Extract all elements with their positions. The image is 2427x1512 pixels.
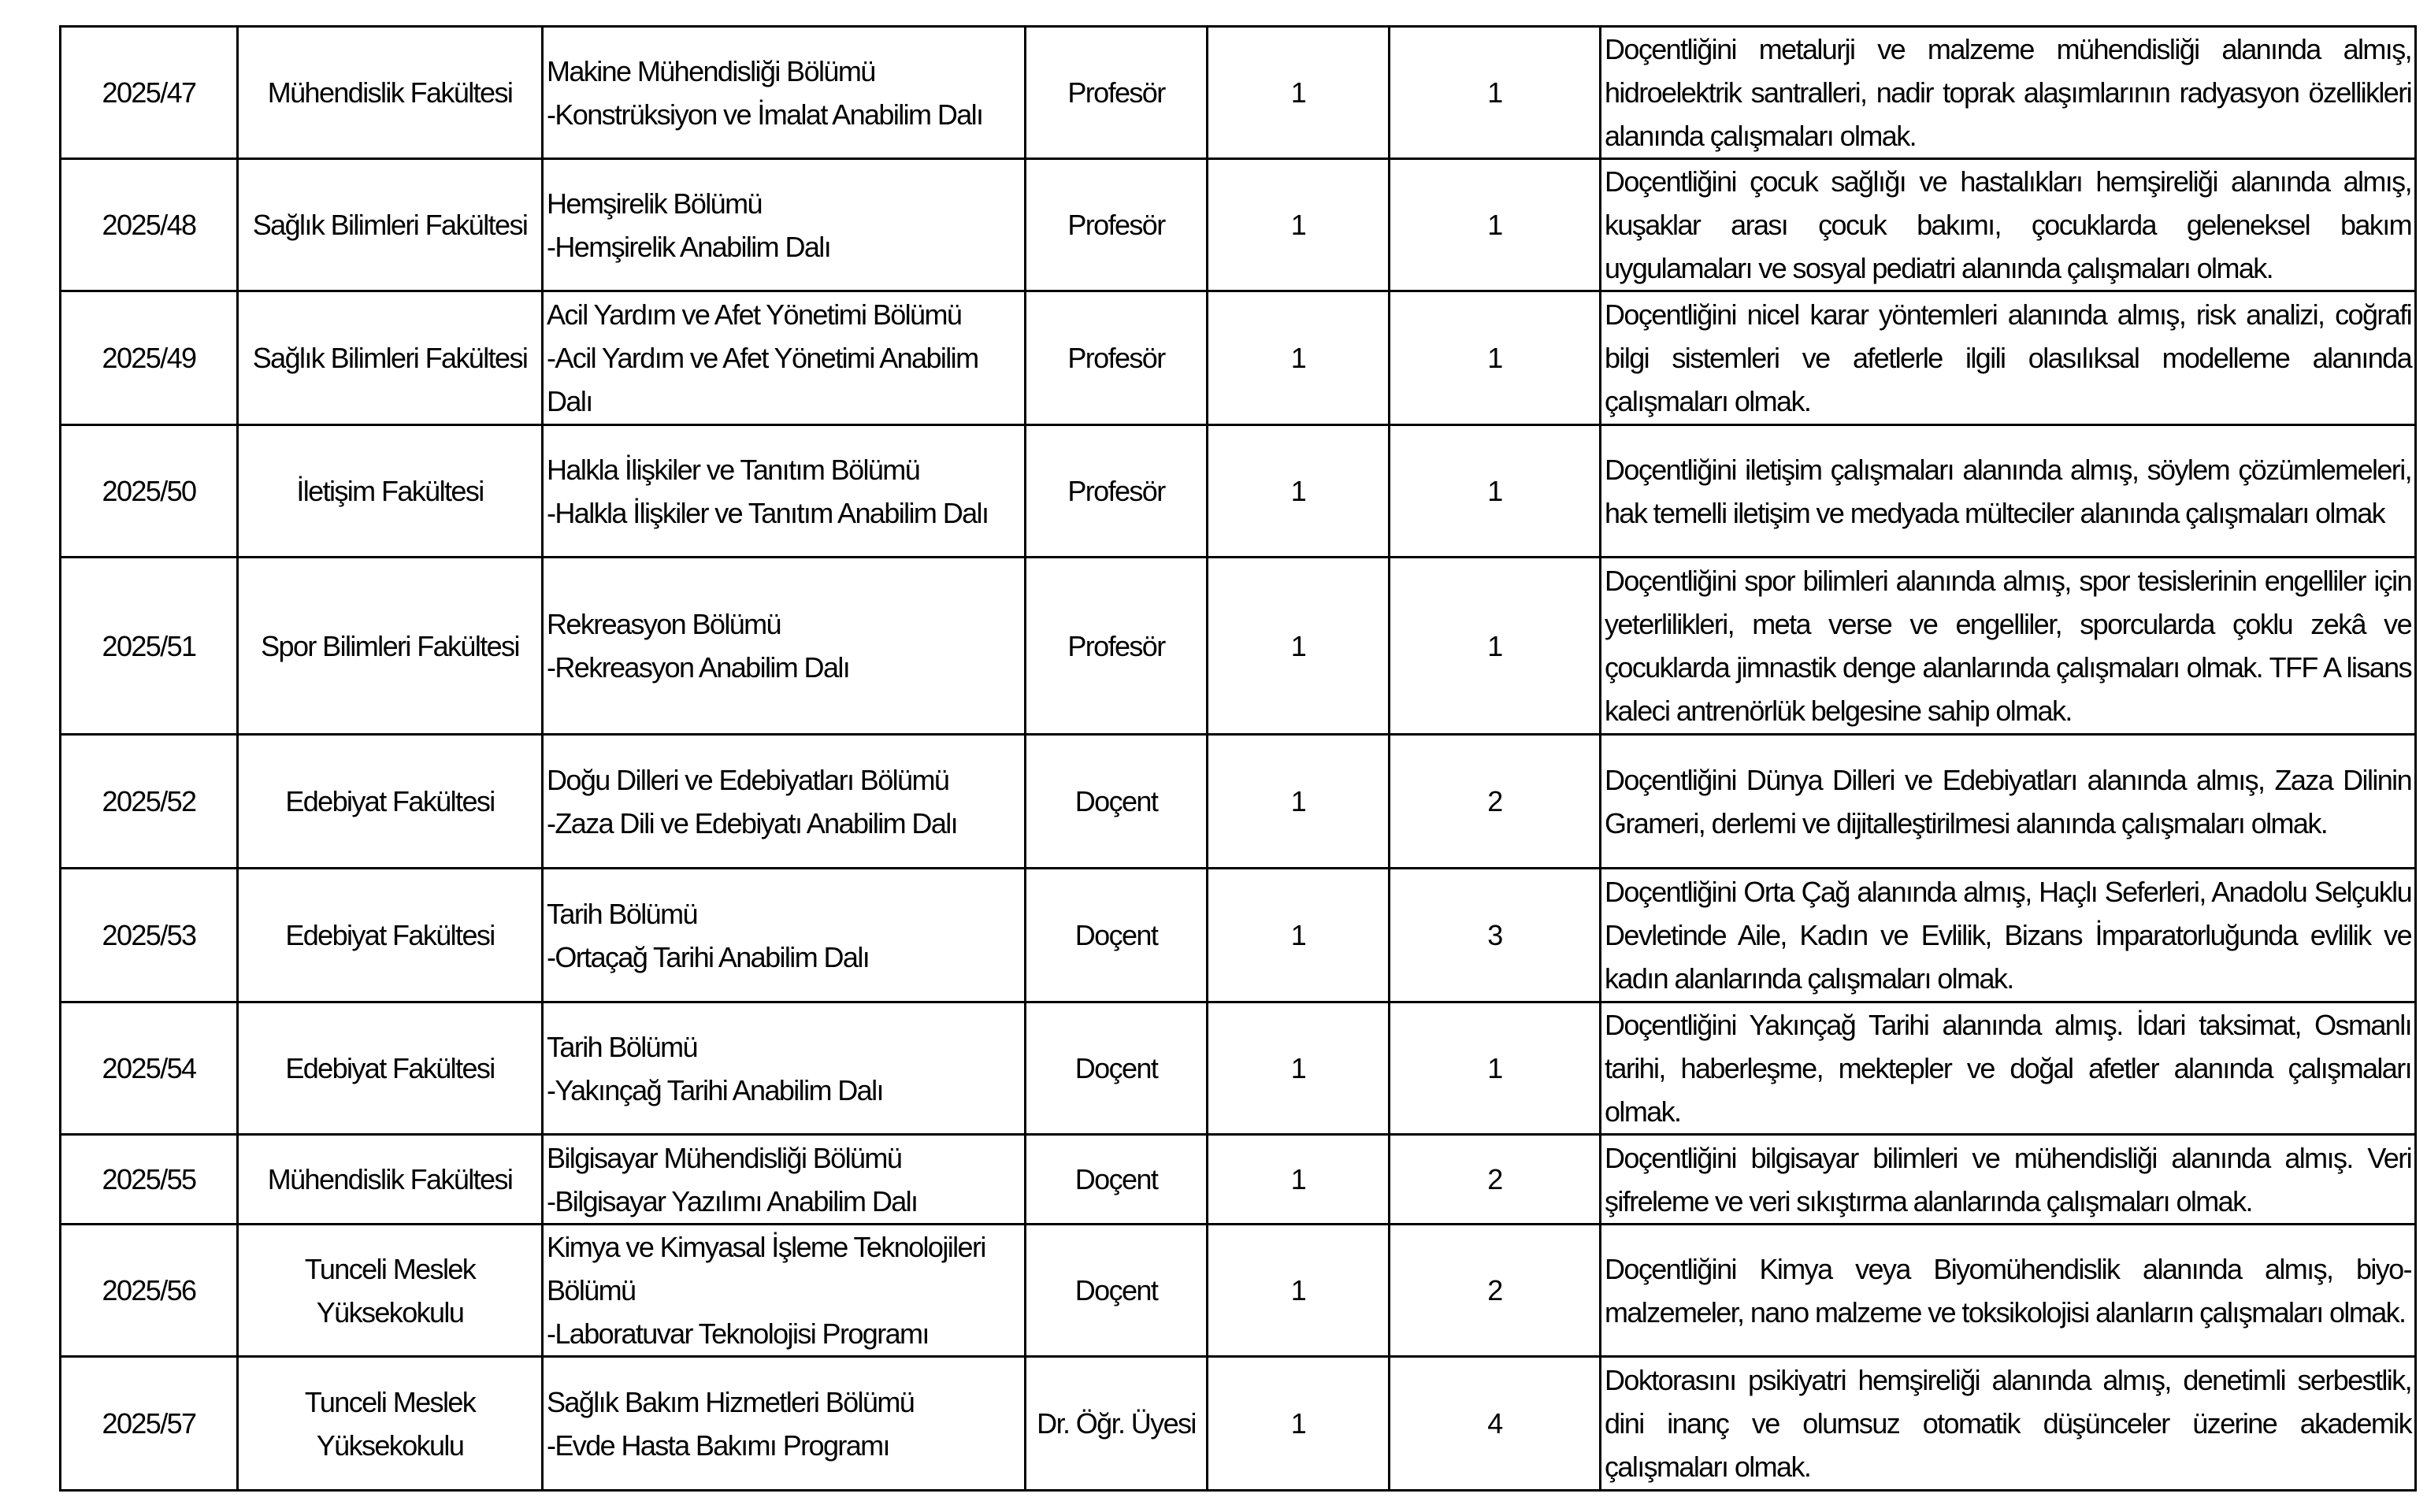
unit: -Yakınçağ Tarihi Anabilim Dalı [547,1073,883,1106]
position-count: 1 [1390,291,1601,425]
unit: -Evde Hasta Bakımı Programı [547,1429,889,1462]
degree: 1 [1208,425,1390,558]
degree: 1 [1208,291,1390,425]
unit: -Ortaçağ Tarihi Anabilim Dalı [547,940,870,973]
academic-title: Profesör [1026,291,1208,425]
position-count: 2 [1390,1135,1601,1225]
department: Makine Mühendisliği Bölümü [547,54,875,87]
position-number: 2025/56 [61,1225,238,1357]
position-count: 2 [1390,1225,1601,1357]
position-count: 1 [1390,27,1601,159]
unit: -Laboratuvar Teknolojisi Programı [547,1317,929,1350]
department: Bilgisayar Mühendisliği Bölümü [547,1141,902,1174]
unit: -Halkla İlişkiler ve Tanıtım Anabilim Dalı [547,496,989,529]
department-unit [543,558,1026,735]
faculty: Tunceli Meslek Yüksekokulu [238,1357,543,1491]
degree: 1 [1208,1002,1390,1135]
requirements: Doçentliğini Yakınçağ Tarihi alanında almış. İdari taksimat, Osmanlı tarihi, haberleşme, mektepler ve doğal afetler alanında çalışmaları olmak. [1601,1002,2416,1135]
department: Rekreasyon Bölümü [547,608,781,640]
department: Doğu Dilleri ve Edebiyatları Bölümü [547,763,949,796]
department-unit [543,735,1026,869]
table-row [61,27,2416,159]
department-unit [543,1357,1026,1491]
faculty: Spor Bilimleri Fakültesi [238,558,543,735]
table-row [61,425,2416,558]
unit: -Acil Yardım ve Afet Yönetimi Anabilim Dalı [547,342,978,417]
requirements: Doçentliğini Dünya Dilleri ve Edebiyatları alanında almış, Zaza Dilinin Grameri, derlemi ve dijitalleştirilmesi alanında çalışmaları olmak. [1601,735,2416,869]
department-unit [543,159,1026,291]
faculty: Mühendislik Fakültesi [238,27,543,159]
faculty: Sağlık Bilimleri Fakültesi [238,291,543,425]
unit: -Rekreasyon Anabilim Dalı [547,651,850,684]
position-count: 3 [1390,869,1601,1002]
position-number: 2025/57 [61,1357,238,1491]
position-number: 2025/55 [61,1135,238,1225]
faculty: Edebiyat Fakültesi [238,735,543,869]
table-row [61,869,2416,1002]
department-unit [543,1002,1026,1135]
faculty: İletişim Fakültesi [238,425,543,558]
academic-title: Doçent [1026,1225,1208,1357]
position-count: 1 [1390,425,1601,558]
position-count: 4 [1390,1357,1601,1491]
department-unit [543,27,1026,159]
degree: 1 [1208,1357,1390,1491]
requirements: Doçentliğini spor bilimleri alanında almış, spor tesislerinin engelliler için yeterlilikleri, meta verse ve engelliler, sporcularda çoklu zekâ ve çocuklarda jimnastik denge alanlarında çalışmaları olmak. TFF A lisans kaleci antrenörlük belgesine sahip olmak. [1601,558,2416,735]
department: Tarih Bölümü [547,897,697,930]
unit: -Bilgisayar Yazılımı Anabilim Dalı [547,1184,918,1217]
requirements: Doktorasını psikiyatri hemşireliği alanında almış, denetimli serbestlik, dini inanç ve olumsuz otomatik düşünceler üzerine akademik çalışmaları olmak. [1601,1357,2416,1491]
faculty: Sağlık Bilimleri Fakültesi [238,159,543,291]
department: Sağlık Bakım Hizmetleri Bölümü [547,1385,915,1418]
position-number: 2025/48 [61,159,238,291]
position-number: 2025/52 [61,735,238,869]
academic-title: Doçent [1026,869,1208,1002]
requirements: Doçentliğini metalurji ve malzeme mühendisliği alanında almış, hidroelektrik santralleri, nadir toprak alaşımlarının radyasyon özellikleri alanında çalışmaları olmak. [1601,27,2416,159]
academic-title: Dr. Öğr. Üyesi [1026,1357,1208,1491]
position-number: 2025/53 [61,869,238,1002]
degree: 1 [1208,27,1390,159]
faculty: Edebiyat Fakültesi [238,869,543,1002]
position-number: 2025/50 [61,425,238,558]
degree: 1 [1208,1225,1390,1357]
unit: -Konstrüksiyon ve İmalat Anabilim Dalı [547,98,983,131]
department-unit [543,1135,1026,1225]
degree: 1 [1208,869,1390,1002]
position-number: 2025/47 [61,27,238,159]
table-row [61,291,2416,425]
faculty: Mühendislik Fakültesi [238,1135,543,1225]
table-row [61,1225,2416,1357]
degree: 1 [1208,558,1390,735]
faculty: Tunceli Meslek Yüksekokulu [238,1225,543,1357]
position-number: 2025/51 [61,558,238,735]
academic-title: Profesör [1026,425,1208,558]
academic-title: Profesör [1026,159,1208,291]
table-row [61,1135,2416,1225]
department-unit [543,1225,1026,1357]
faculty: Edebiyat Fakültesi [238,1002,543,1135]
table-row [61,558,2416,735]
academic-title: Doçent [1026,1002,1208,1135]
academic-title: Doçent [1026,1135,1208,1225]
unit: -Hemşirelik Anabilim Dalı [547,230,831,263]
department-unit [543,425,1026,558]
position-count: 2 [1390,735,1601,869]
requirements: Doçentliğini iletişim çalışmaları alanında almış, söylem çözümlemeleri, hak temelli iletişim ve medyada mülteciler alanında çalışmaları olmak [1601,425,2416,558]
requirements: Doçentliğini çocuk sağlığı ve hastalıkları hemşireliği alanında almış, kuşaklar arası çocuk bakımı, çocuklarda geleneksel bakım uygulamaları ve sosyal pediatri alanında çalışmaları olmak. [1601,159,2416,291]
table-row [61,1002,2416,1135]
department-unit [543,291,1026,425]
requirements: Doçentliğini nicel karar yöntemleri alanında almış, risk analizi, coğrafi bilgi sistemleri ve afetlerle ilgili olasılıksal modelleme alanında çalışmaları olmak. [1601,291,2416,425]
degree: 1 [1208,1135,1390,1225]
department: Halkla İlişkiler ve Tanıtım Bölümü [547,453,920,486]
position-number: 2025/54 [61,1002,238,1135]
degree: 1 [1208,735,1390,869]
degree: 1 [1208,159,1390,291]
table-row [61,1357,2416,1491]
position-count: 1 [1390,558,1601,735]
unit: -Zaza Dili ve Edebiyatı Anabilim Dalı [547,806,958,839]
department: Tarih Bölümü [547,1030,697,1063]
department: Acil Yardım ve Afet Yönetimi Bölümü [547,298,962,331]
academic-title: Profesör [1026,558,1208,735]
position-count: 1 [1390,1002,1601,1135]
requirements: Doçentliğini Orta Çağ alanında almış, Haçlı Seferleri, Anadolu Selçuklu Devletinde Aile, Kadın ve Evlilik, Bizans İmparatorluğunda evlilik ve kadın alanlarında çalışmaları olmak. [1601,869,2416,1002]
academic-title: Profesör [1026,27,1208,159]
department: Kimya ve Kimyasal İşleme Teknolojileri Bölümü [547,1231,985,1306]
requirements: Doçentliğini Kimya veya Biyomühendislik alanında almış, biyo-malzemeler, nano malzeme ve toksikolojisi alanların çalışmaları olmak. [1601,1225,2416,1357]
department-unit [543,869,1026,1002]
position-count: 1 [1390,159,1601,291]
requirements: Doçentliğini bilgisayar bilimleri ve mühendisliği alanında almış. Veri şifreleme ve veri sıkıştırma alanlarında çalışmaları olmak. [1601,1135,2416,1225]
academic-title: Doçent [1026,735,1208,869]
positions-table [59,25,2417,1492]
position-number: 2025/49 [61,291,238,425]
table-row [61,735,2416,869]
table-row [61,159,2416,291]
department: Hemşirelik Bölümü [547,187,762,220]
